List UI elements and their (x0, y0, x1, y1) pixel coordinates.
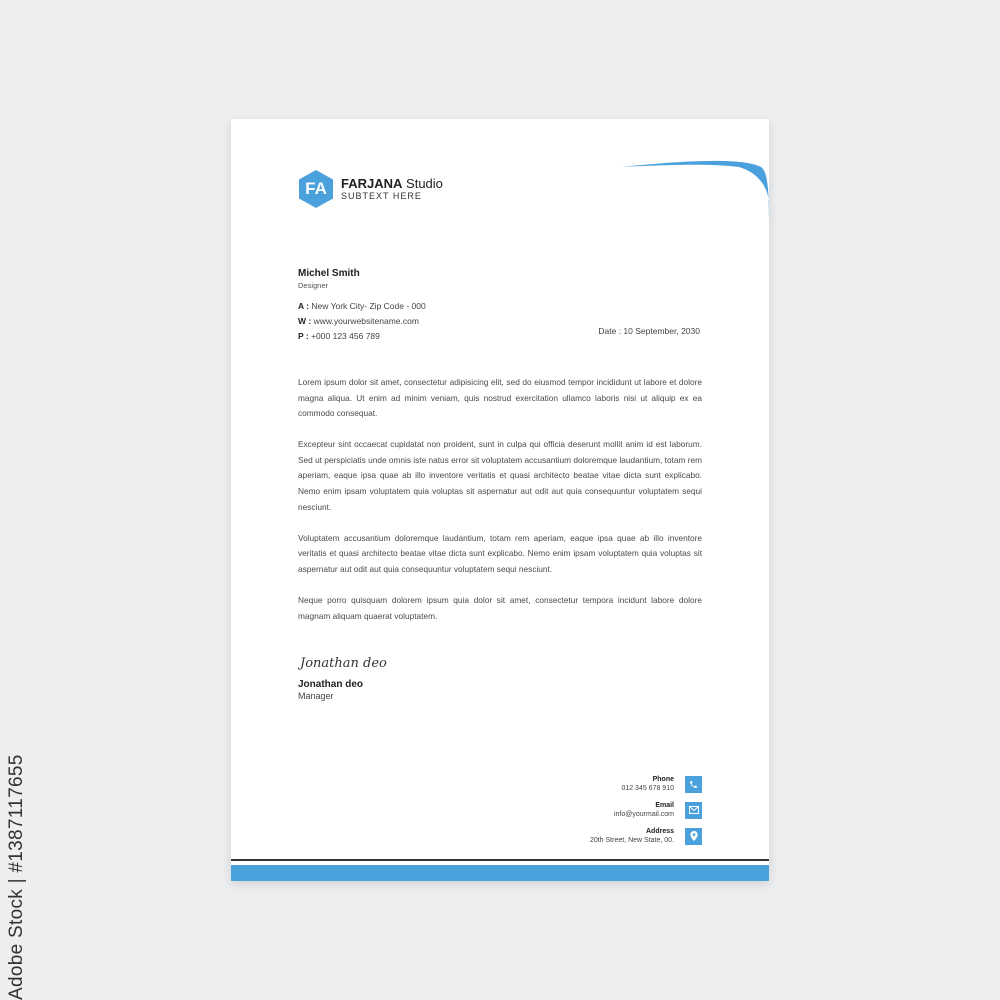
logo-studio: Studio (406, 176, 443, 191)
contact-address (590, 827, 702, 845)
address-label: A : (298, 301, 310, 311)
envelope-icon (685, 802, 702, 819)
contact-label: Email (655, 802, 674, 809)
body-paragraph: Excepteur sint occaecat cupidatat non proident, sunt in culpa qui officia deserunt mollit anim id est laborum. Sed ut perspiciatis unde omnis iste natus error sit voluptatem accusantium doloremque laudantium, totam rem aperiam, eaque ipsa quae ab illo inventore veritatis et quasi architecto beatae vitae dicta sunt explicabo. Nemo enim ipsam voluptatem quia voluptas sit aspernatur aut odit aut quia consequuntur voluptatem sequi nesciunt. (298, 439, 702, 512)
body-paragraph: Neque porro quisquam dolorem ipsum quia dolor sit amet, consectetur tempora incidunt labore dolore magnam aliquam quaerat voluptatem. (298, 595, 702, 621)
contact-value: info@yourmail.com (613, 811, 674, 818)
web-label: W : (298, 316, 312, 326)
sender-address: New York City- Zip Code - 000 (311, 301, 426, 311)
body-paragraph: Voluptatem accusantium doloremque laudantium, totam rem aperiam, eaque ipsa quae ab illo inventore veritatis et quasi architecto beatae vitae dicta sunt explicabo. Nemo enim ipsam voluptatem quia voluptas sit aspernatur aut odit aut quia consequuntur voluptatem sequi nesciunt. (298, 532, 702, 574)
signer-name: Jonathan deo (298, 679, 364, 690)
contact-label: Address (645, 828, 674, 835)
signer-role: Manager (298, 691, 334, 701)
contact-value: 20th Street, New State, 00. (589, 837, 674, 844)
hexagon-logo-icon (298, 169, 334, 209)
header-swoosh-decoration (621, 159, 769, 219)
body-paragraph: Lorem ipsum dolor sit amet, consectetur adipisicing elit, sed do eiusmod tempor incididunt ut labore et dolore magna aliqua. Ut enim ad minim veniam, quis nostrud exercitation ullamco laboris nisi ut aliquip ex ea commodo consequat. (298, 377, 702, 419)
stock-watermark: Adobe Stock | #1387117655 (6, 754, 27, 1000)
logo-brand: FARJANA (341, 176, 403, 191)
sender-website: www.yourwebsitename.com (313, 316, 419, 326)
contact-email (590, 801, 702, 819)
sender-role: Designer (298, 281, 329, 290)
handwritten-signature: Jonathan deo (300, 656, 387, 671)
letter-date: Date : 10 September, 2030 (598, 326, 700, 336)
letterhead-page (231, 119, 769, 881)
sender-name: Michel Smith (298, 268, 360, 279)
logo-wordmark (341, 176, 443, 202)
sender-phone-line (298, 329, 426, 344)
company-logo (298, 169, 443, 209)
phone-icon (685, 776, 702, 793)
footer-contacts (590, 775, 702, 853)
map-pin-icon (685, 828, 702, 845)
contact-value: 012 345 678 910 (621, 785, 674, 792)
sender-phone: +000 123 456 789 (311, 331, 380, 341)
letter-body (298, 375, 702, 640)
contact-phone (590, 775, 702, 793)
contact-label: Phone (652, 776, 674, 783)
footer-divider (231, 859, 769, 861)
sender-web-line (298, 314, 426, 329)
phone-label: P : (298, 331, 309, 341)
signature-block (298, 656, 387, 701)
logo-subtext: SUBTEXT HERE (341, 191, 422, 201)
sender-address-line (298, 299, 426, 314)
logo-initials: FA (305, 179, 327, 198)
sender-block (298, 268, 426, 344)
footer-accent-band (231, 865, 769, 881)
